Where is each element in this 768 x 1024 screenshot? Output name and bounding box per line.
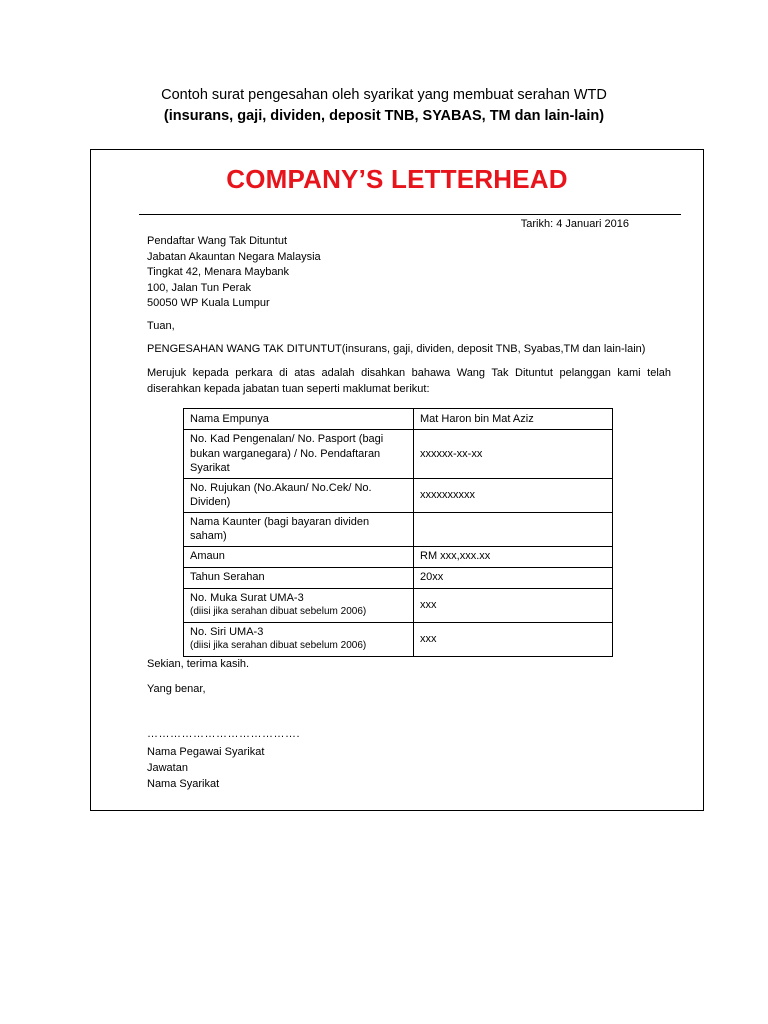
table-row (184, 567, 613, 588)
table-label: Nama Kaunter (bagi bayaran dividen saham) (184, 512, 414, 546)
table-row (184, 478, 613, 512)
table-note: (diisi jika serahan dibuat sebelum 2006) (190, 640, 367, 651)
closing-line: Sekian, terima kasih. (147, 658, 250, 670)
address-line: Jabatan Akauntan Negara Malaysia (147, 250, 321, 263)
signature-company: Nama Syarikat (147, 778, 220, 790)
table-note: (diisi jika serahan dibuat sebelum 2006) (190, 606, 367, 617)
heading-line-2: (insurans, gaji, dividen, deposit TNB, SYABAS, TM dan lain-lain) (163, 108, 605, 124)
table-row (184, 622, 613, 656)
table-row (184, 546, 613, 567)
table-value: Mat Haron bin Mat Aziz (414, 409, 613, 430)
letterhead-rule (139, 214, 681, 215)
table-value (414, 512, 613, 546)
table-value: xxxxxx-xx-xx (414, 430, 613, 479)
letterhead-title: COMPANY’S LETTERHEAD (226, 164, 568, 194)
letter-date: Tarikh: 4 Januari 2016 (520, 218, 629, 230)
table-row (184, 430, 613, 479)
table-label: Nama Empunya (184, 409, 414, 430)
address-line: Tingkat 42, Menara Maybank (147, 266, 290, 279)
heading-line-1: Contoh surat pengesahan oleh syarikat yang membuat serahan WTD (161, 87, 607, 103)
signature-position: Jawatan (147, 762, 188, 774)
table-label: No. Muka Surat UMA-3 (diisi jika serahan dibuat sebelum 2006) (184, 588, 414, 622)
signature-name: Nama Pegawai Syarikat (147, 746, 265, 758)
address-line: 50050 WP Kuala Lumpur (147, 297, 270, 310)
table-value: xxxxxxxxxx (414, 478, 613, 512)
recipient-address (147, 234, 321, 312)
address-line: Pendaftar Wang Tak Dituntut (147, 235, 288, 247)
signature-dots: …………………………………. (147, 728, 301, 740)
table-row (184, 409, 613, 430)
table-value: xxx (414, 588, 613, 622)
table-label: Amaun (184, 546, 414, 567)
table-value: RM xxx,xxx.xx (414, 546, 613, 567)
signature-block (147, 744, 264, 792)
table-label: No. Siri UMA-3 (diisi jika serahan dibuat sebelum 2006) (184, 622, 414, 656)
salutation: Tuan, (147, 320, 175, 332)
info-table (183, 408, 613, 657)
table-label: No. Kad Pengenalan/ No. Pasport (bagi bukan warganegara) / No. Pendaftaran Syarikat (184, 430, 414, 479)
table-row (184, 512, 613, 546)
table-value: 20xx (414, 567, 613, 588)
table-label: No. Rujukan (No.Akaun/ No.Cek/ No. Dividen) (184, 478, 414, 512)
table-row (184, 588, 613, 622)
letter-box (90, 149, 704, 811)
regards-line: Yang benar, (147, 683, 206, 695)
subject-line: PENGESAHAN WANG TAK DITUNTUT(insurans, gaji, dividen, deposit TNB, Syabas,TM dan lain-lain) (147, 343, 646, 355)
table-value: xxx (414, 622, 613, 656)
table-label: Tahun Serahan (184, 567, 414, 588)
address-line: 100, Jalan Tun Perak (147, 281, 251, 294)
body-paragraph: Merujuk kepada perkara di atas adalah disahkan bahawa Wang Tak Dituntut pelanggan kami telah diserahkan kepada jabatan tuan seperti maklumat berikut: (147, 367, 671, 395)
